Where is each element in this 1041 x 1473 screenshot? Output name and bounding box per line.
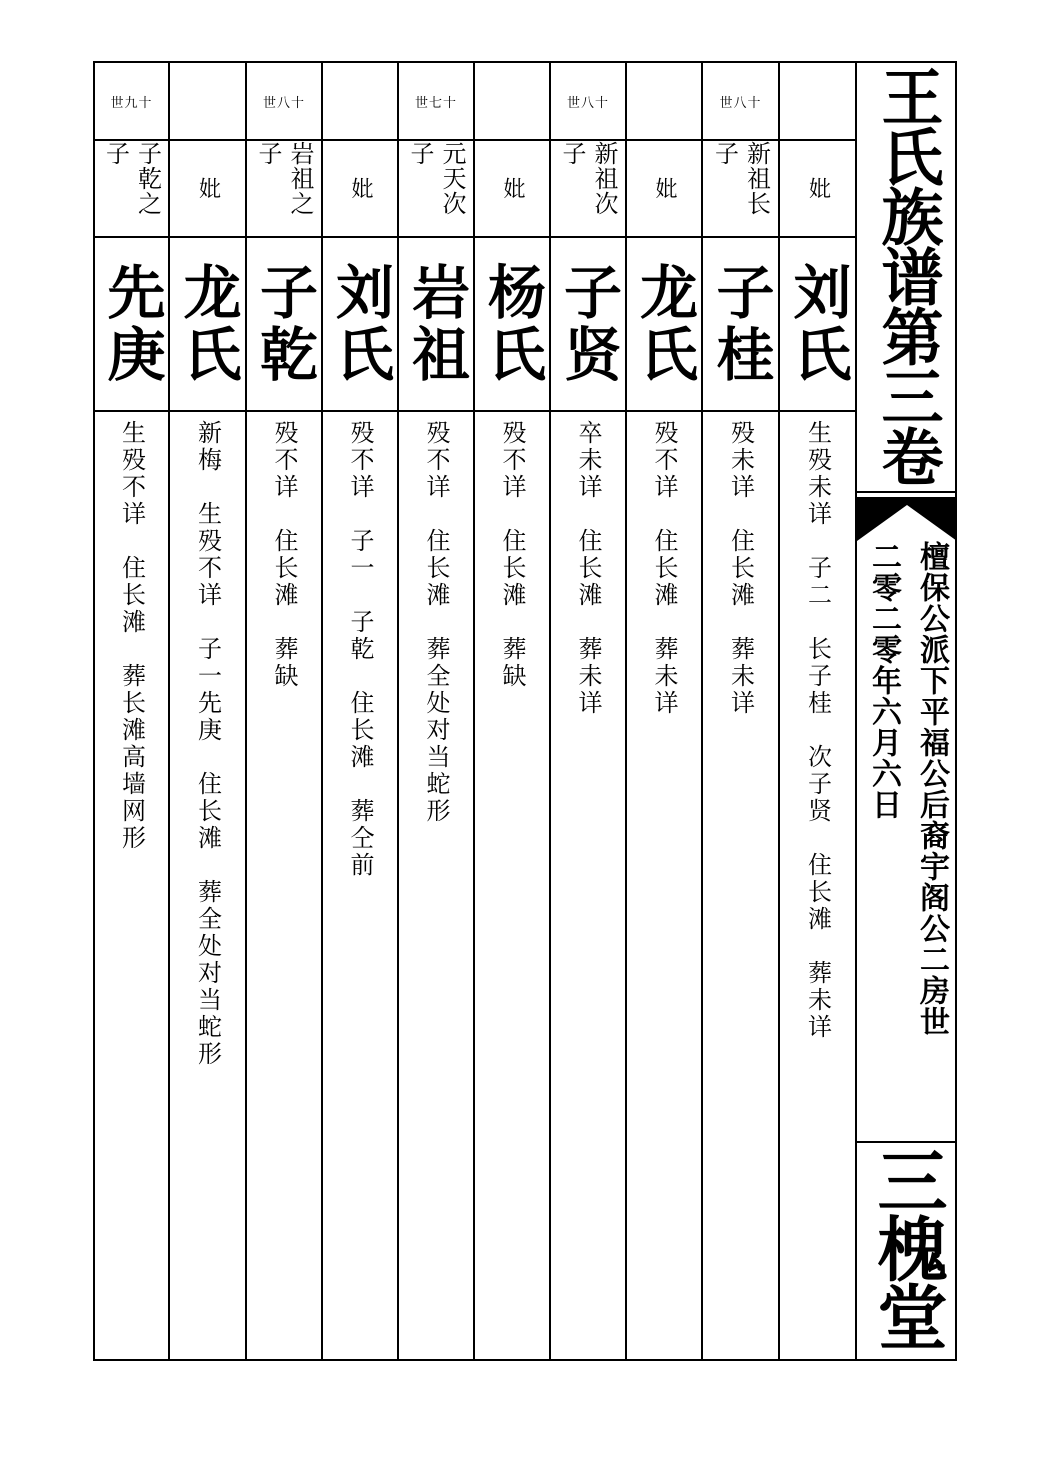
entry-column [170, 63, 247, 1359]
genealogy-page-frame [93, 61, 957, 1361]
generation-cell [780, 63, 855, 141]
generation-cell [627, 63, 701, 141]
publication-date: 二零二零年六月六日 [866, 541, 901, 820]
generation-cell [95, 63, 168, 141]
hall-name: 三槐堂 [866, 1145, 949, 1349]
name-cell [627, 238, 701, 412]
name-cell [170, 238, 245, 412]
page-title-cell [857, 63, 957, 491]
relation-label: 子乾之子 [101, 141, 162, 216]
bio-cell [247, 412, 321, 1359]
relation-cell [323, 141, 397, 238]
entry-column [323, 63, 399, 1359]
name-cell [551, 238, 625, 412]
relation-label: 岩祖之子 [254, 141, 314, 216]
entry-column [475, 63, 551, 1359]
generation-label: 世七十 [414, 95, 457, 111]
relation-cell [703, 141, 778, 238]
generation-label: 世九十 [110, 95, 153, 111]
person-bio: 殁未详 住长滩 葬未详 [726, 420, 755, 717]
name-cell [475, 238, 549, 412]
title-panel [857, 63, 957, 1359]
bio-cell [780, 412, 855, 1359]
bio-cell [170, 412, 245, 1359]
bio-cell [323, 412, 397, 1359]
person-name: 龙氏 [630, 262, 698, 386]
generation-cell [247, 63, 321, 141]
lineage-subtitle: 檀保公派下平福公后裔宇阁公二房世 [914, 541, 949, 1037]
bio-cell [551, 412, 625, 1359]
name-cell [247, 238, 321, 412]
generation-label: 世八十 [566, 95, 609, 111]
bio-cell [95, 412, 168, 1359]
page-title: 王氏族谱第三卷 [871, 65, 944, 485]
person-bio: 殁不详 住长滩 葬缺 [498, 420, 526, 690]
relation-cell [399, 141, 473, 238]
entry-column [703, 63, 780, 1359]
person-name: 子贤 [554, 262, 622, 386]
person-bio: 卒未详 住长滩 葬未详 [574, 420, 602, 717]
relation-label: 元天次子 [406, 141, 466, 216]
bio-cell [475, 412, 549, 1359]
relation-cell [780, 141, 855, 238]
person-name: 子桂 [706, 262, 775, 386]
person-bio: 殁不详 住长滩 葬未详 [650, 420, 678, 717]
entry-column [247, 63, 323, 1359]
relation-cell [170, 141, 245, 238]
subtitle-cell [857, 541, 957, 1141]
generation-cell [703, 63, 778, 141]
generation-cell [475, 63, 549, 141]
relation-cell [551, 141, 625, 238]
person-bio: 殁不详 住长滩 葬全处对当蛇形 [422, 420, 450, 825]
person-name: 子乾 [250, 262, 318, 386]
person-name: 先庚 [97, 262, 166, 386]
relation-label: 新祖长子 [710, 141, 771, 216]
generation-cell [399, 63, 473, 141]
person-name: 杨氏 [478, 262, 546, 386]
name-cell [780, 238, 855, 412]
relation-label: 妣 [805, 177, 831, 200]
hall-divider [857, 1141, 957, 1143]
hall-name-cell [857, 1145, 957, 1359]
relation-label: 妣 [348, 177, 373, 200]
generation-cell [323, 63, 397, 141]
person-bio: 殁不详 住长滩 葬缺 [270, 420, 298, 690]
entry-column [95, 63, 170, 1359]
entry-column [551, 63, 627, 1359]
person-bio: 生殁未详 子二 长子桂 次子贤 住长滩 葬未详 [803, 420, 832, 1041]
relation-cell [627, 141, 701, 238]
bio-cell [399, 412, 473, 1359]
bio-cell [703, 412, 778, 1359]
generation-label: 世八十 [719, 95, 762, 111]
person-name: 龙氏 [173, 262, 242, 386]
person-name: 岩祖 [402, 262, 470, 386]
relation-cell [475, 141, 549, 238]
relation-label: 妣 [195, 177, 221, 200]
entry-column [780, 63, 857, 1359]
relation-cell [247, 141, 321, 238]
name-cell [95, 238, 168, 412]
name-cell [703, 238, 778, 412]
name-cell [399, 238, 473, 412]
person-bio: 生殁不详 住长滩 葬长滩高墙网形 [117, 420, 146, 852]
generation-cell [551, 63, 625, 141]
fishtail-ornament [857, 499, 957, 541]
name-cell [323, 238, 397, 412]
title-divider [857, 491, 957, 499]
entry-column [627, 63, 703, 1359]
relation-label: 妣 [500, 177, 525, 200]
person-name: 刘氏 [783, 262, 852, 386]
generation-label: 世八十 [262, 95, 305, 111]
entry-column [399, 63, 475, 1359]
person-bio: 新梅 生殁不详 子一先庚 住长滩 葬全处对当蛇形 [193, 420, 222, 1068]
relation-label: 妣 [652, 177, 677, 200]
bio-cell [627, 412, 701, 1359]
generation-cell [170, 63, 245, 141]
person-bio: 殁不详 子一 子乾 住长滩 葬仝前 [346, 420, 374, 879]
person-name: 刘氏 [326, 262, 394, 386]
relation-label: 新祖次子 [558, 141, 618, 216]
relation-cell [95, 141, 168, 238]
